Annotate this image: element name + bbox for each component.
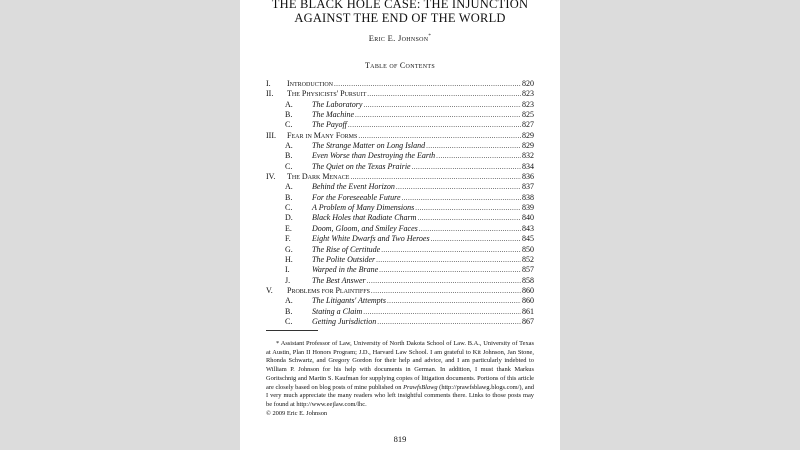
toc-entry-number: IV. bbox=[266, 172, 276, 182]
toc-entry-number: C. bbox=[285, 120, 293, 130]
footnote-text bbox=[266, 340, 534, 410]
toc-entry-label: Warped in the Brane bbox=[312, 265, 379, 275]
footnote bbox=[266, 340, 534, 418]
copyright-line: © 2009 Eric E. Johnson bbox=[266, 409, 328, 417]
toc-subsection-row bbox=[266, 224, 534, 234]
toc-entry-number: B. bbox=[285, 192, 293, 202]
toc-subsection-row bbox=[266, 193, 534, 203]
toc-subsection-row bbox=[266, 151, 534, 161]
toc-subsection-row bbox=[266, 265, 534, 275]
toc-leader-dots bbox=[436, 151, 521, 161]
toc-entry-label: The Machine bbox=[312, 110, 354, 120]
toc-entry-label: The Rise of Certitude bbox=[312, 244, 381, 254]
toc-entry-page: 858 bbox=[522, 275, 534, 285]
toc-subsection-row bbox=[266, 276, 534, 286]
toc-leader-dots bbox=[379, 265, 521, 275]
toc-section-row bbox=[266, 286, 534, 296]
toc-entry-label: The Physicists' Pursuit bbox=[287, 89, 367, 99]
toc-entry-page: 838 bbox=[522, 192, 534, 202]
toc-subsection-row bbox=[266, 203, 534, 213]
toc-entry-page: 840 bbox=[522, 213, 534, 223]
toc-subsection-row bbox=[266, 141, 534, 151]
toc-leader-dots bbox=[402, 193, 522, 203]
toc-entry-number: D. bbox=[285, 213, 293, 223]
toc-entry-page: 823 bbox=[522, 99, 534, 109]
toc-entry-page: 825 bbox=[522, 110, 534, 120]
toc-entry-page: 839 bbox=[522, 203, 534, 213]
toc-entry-page: 829 bbox=[522, 130, 534, 140]
toc-leader-dots bbox=[363, 307, 521, 317]
toc-entry-number: F. bbox=[285, 234, 291, 244]
toc-entry-number: C. bbox=[285, 203, 293, 213]
toc-subsection-row bbox=[266, 110, 534, 120]
toc-leader-dots bbox=[412, 162, 521, 172]
toc-subsection-row bbox=[266, 162, 534, 172]
toc-entry-page: 834 bbox=[522, 161, 534, 171]
toc-entry-page: 861 bbox=[522, 306, 534, 316]
toc-entry-page: 860 bbox=[522, 296, 534, 306]
toc-entry-number: A. bbox=[285, 99, 293, 109]
toc-entry-number: J. bbox=[285, 275, 291, 285]
footnote-part2: (http://prawfsblawg.blogs.com/), and I very much appreciate the many readers who left insightful comments there. Links to those posts may be found at http://www.eejlaw.com/lhc. bbox=[266, 383, 535, 408]
footnote-blog-name: PrawfsBlawg bbox=[403, 383, 438, 391]
toc-entry-page: 845 bbox=[522, 234, 534, 244]
toc-leader-dots bbox=[377, 317, 521, 327]
toc-entry-number: A. bbox=[285, 182, 293, 192]
toc-entry-label: Eight White Dwarfs and Two Heroes bbox=[312, 234, 430, 244]
author-footnote-mark: * bbox=[428, 34, 432, 40]
toc-entry-page: 852 bbox=[522, 254, 534, 264]
toc-entry-number: B. bbox=[285, 110, 293, 120]
toc-entry-page: 823 bbox=[522, 89, 534, 99]
toc-entry-label: Fear in Many Forms bbox=[287, 130, 358, 140]
toc-leader-dots bbox=[350, 172, 521, 182]
toc-subsection-row bbox=[266, 234, 534, 244]
toc-leader-dots bbox=[358, 131, 521, 141]
toc-entry-page: 850 bbox=[522, 244, 534, 254]
toc-entry-number: C. bbox=[285, 316, 293, 326]
toc-entry-label: Getting Jurisdiction bbox=[312, 316, 377, 326]
toc-entry-number: G. bbox=[285, 244, 293, 254]
toc-entry-label: A Problem of Many Dimensions bbox=[312, 203, 415, 213]
author-name: Eric E. Johnson bbox=[368, 33, 429, 43]
toc-leader-dots bbox=[381, 245, 521, 255]
footnote-divider bbox=[266, 330, 318, 331]
toc-leader-dots bbox=[426, 141, 521, 151]
toc-entry-label: For the Foreseeable Future bbox=[312, 192, 401, 202]
toc-entry-page: 843 bbox=[522, 223, 534, 233]
toc-entry-label: Black Holes that Radiate Charm bbox=[312, 213, 417, 223]
toc-section-row bbox=[266, 131, 534, 141]
toc-entry-label: Stating a Claim bbox=[312, 306, 363, 316]
toc-entry-number: E. bbox=[285, 223, 292, 233]
toc-leader-dots bbox=[371, 286, 521, 296]
toc-entry-page: 857 bbox=[522, 265, 534, 275]
toc-entry-number: I. bbox=[266, 79, 271, 88]
toc-leader-dots bbox=[417, 213, 521, 223]
toc-entry-page: 837 bbox=[522, 182, 534, 192]
toc-entry-label: The Dark Menace bbox=[287, 172, 350, 182]
toc-entry-label: Even Worse than Destroying the Earth bbox=[312, 151, 436, 161]
toc-entry-number: B. bbox=[285, 151, 293, 161]
toc-subsection-row bbox=[266, 255, 534, 265]
author-line bbox=[240, 33, 560, 43]
document-page bbox=[240, 0, 560, 450]
toc-entry-page: 832 bbox=[522, 151, 534, 161]
toc-subsection-row bbox=[266, 307, 534, 317]
title-line: THE BLACK HOLE CASE: THE INJUNCTION bbox=[271, 0, 529, 11]
toc-entry-page: 827 bbox=[522, 120, 534, 130]
article-title bbox=[240, 0, 560, 25]
toc-leader-dots bbox=[396, 182, 521, 192]
toc-entry-page: 820 bbox=[522, 79, 534, 88]
toc-entry-number: III. bbox=[266, 130, 276, 140]
toc-subsection-row bbox=[266, 100, 534, 110]
toc-entry-number: A. bbox=[285, 296, 293, 306]
toc-entry-page: 829 bbox=[522, 141, 534, 151]
toc-leader-dots bbox=[387, 296, 521, 306]
toc-entry-number: V. bbox=[266, 285, 273, 295]
toc-entry-label: The Strange Matter on Long Island bbox=[312, 141, 426, 151]
toc-section-row bbox=[266, 89, 534, 99]
toc-section-row bbox=[266, 172, 534, 182]
toc-section-row bbox=[266, 79, 534, 89]
toc-entry-label: Introduction bbox=[287, 79, 333, 88]
page-number: 819 bbox=[393, 434, 407, 444]
toc-leader-dots bbox=[376, 255, 521, 265]
toc-entry-label: The Laboratory bbox=[312, 99, 363, 109]
toc-leader-dots bbox=[348, 120, 521, 130]
toc-leader-dots bbox=[415, 203, 521, 213]
toc-entry-number: I. bbox=[285, 265, 290, 275]
toc-entry-number: A. bbox=[285, 141, 293, 151]
toc-leader-dots bbox=[355, 110, 521, 120]
toc-entry-page: 836 bbox=[522, 172, 534, 182]
toc-entry-label: Behind the Event Horizon bbox=[312, 182, 395, 192]
toc-entry-number: B. bbox=[285, 306, 293, 316]
toc-leader-dots bbox=[363, 100, 521, 110]
toc-subsection-row bbox=[266, 296, 534, 306]
toc-subsection-row bbox=[266, 245, 534, 255]
title-line: AGAINST THE END OF THE WORLD bbox=[294, 11, 506, 25]
footnote-part1: Assistant Professor of Law, University of North Dakota School of Law. B.A., University of Texas at Austin, Plan II Honors Program; J.D., Harvard Law School. I am grateful to Kit Johnson, Jan Stone, Rhonda Schwartz, and Gregory Gordon for their help and advice, and I am particularly indebted to William P. Johnson for his help with documents in German. In addition, I must thank Markus Goritschnig and Martin S. Kaufman for supplying copies of litigation documents. Portions of this article are closely based on blog posts of mine published on bbox=[266, 340, 534, 391]
toc-leader-dots bbox=[367, 276, 521, 286]
toc-subsection-row bbox=[266, 120, 534, 130]
table-of-contents bbox=[266, 79, 534, 327]
toc-entry-label: The Payoff bbox=[312, 120, 347, 130]
toc-entry-label: The Litigants' Attempts bbox=[312, 296, 387, 306]
toc-entry-page: 860 bbox=[522, 285, 534, 295]
toc-entry-number: II. bbox=[266, 89, 274, 99]
toc-subsection-row bbox=[266, 213, 534, 223]
toc-entry-number: H. bbox=[285, 254, 293, 264]
footnote-mark: * bbox=[276, 340, 280, 347]
toc-leader-dots bbox=[431, 234, 521, 244]
toc-entry-label: Doom, Gloom, and Smiley Faces bbox=[312, 223, 418, 233]
toc-entry-page: 867 bbox=[522, 316, 534, 326]
toc-heading: Table of Contents bbox=[365, 61, 435, 70]
toc-subsection-row bbox=[266, 182, 534, 192]
toc-entry-label: The Quiet on the Texas Prairie bbox=[312, 161, 411, 171]
toc-leader-dots bbox=[334, 79, 521, 89]
toc-leader-dots bbox=[419, 224, 521, 234]
toc-entry-label: The Best Answer bbox=[312, 275, 366, 285]
toc-entry-number: C. bbox=[285, 161, 293, 171]
toc-entry-label: Problems for Plaintiffs bbox=[287, 285, 370, 295]
toc-subsection-row bbox=[266, 317, 534, 327]
toc-leader-dots bbox=[367, 89, 521, 99]
toc-entry-label: The Polite Outsider bbox=[312, 254, 376, 264]
